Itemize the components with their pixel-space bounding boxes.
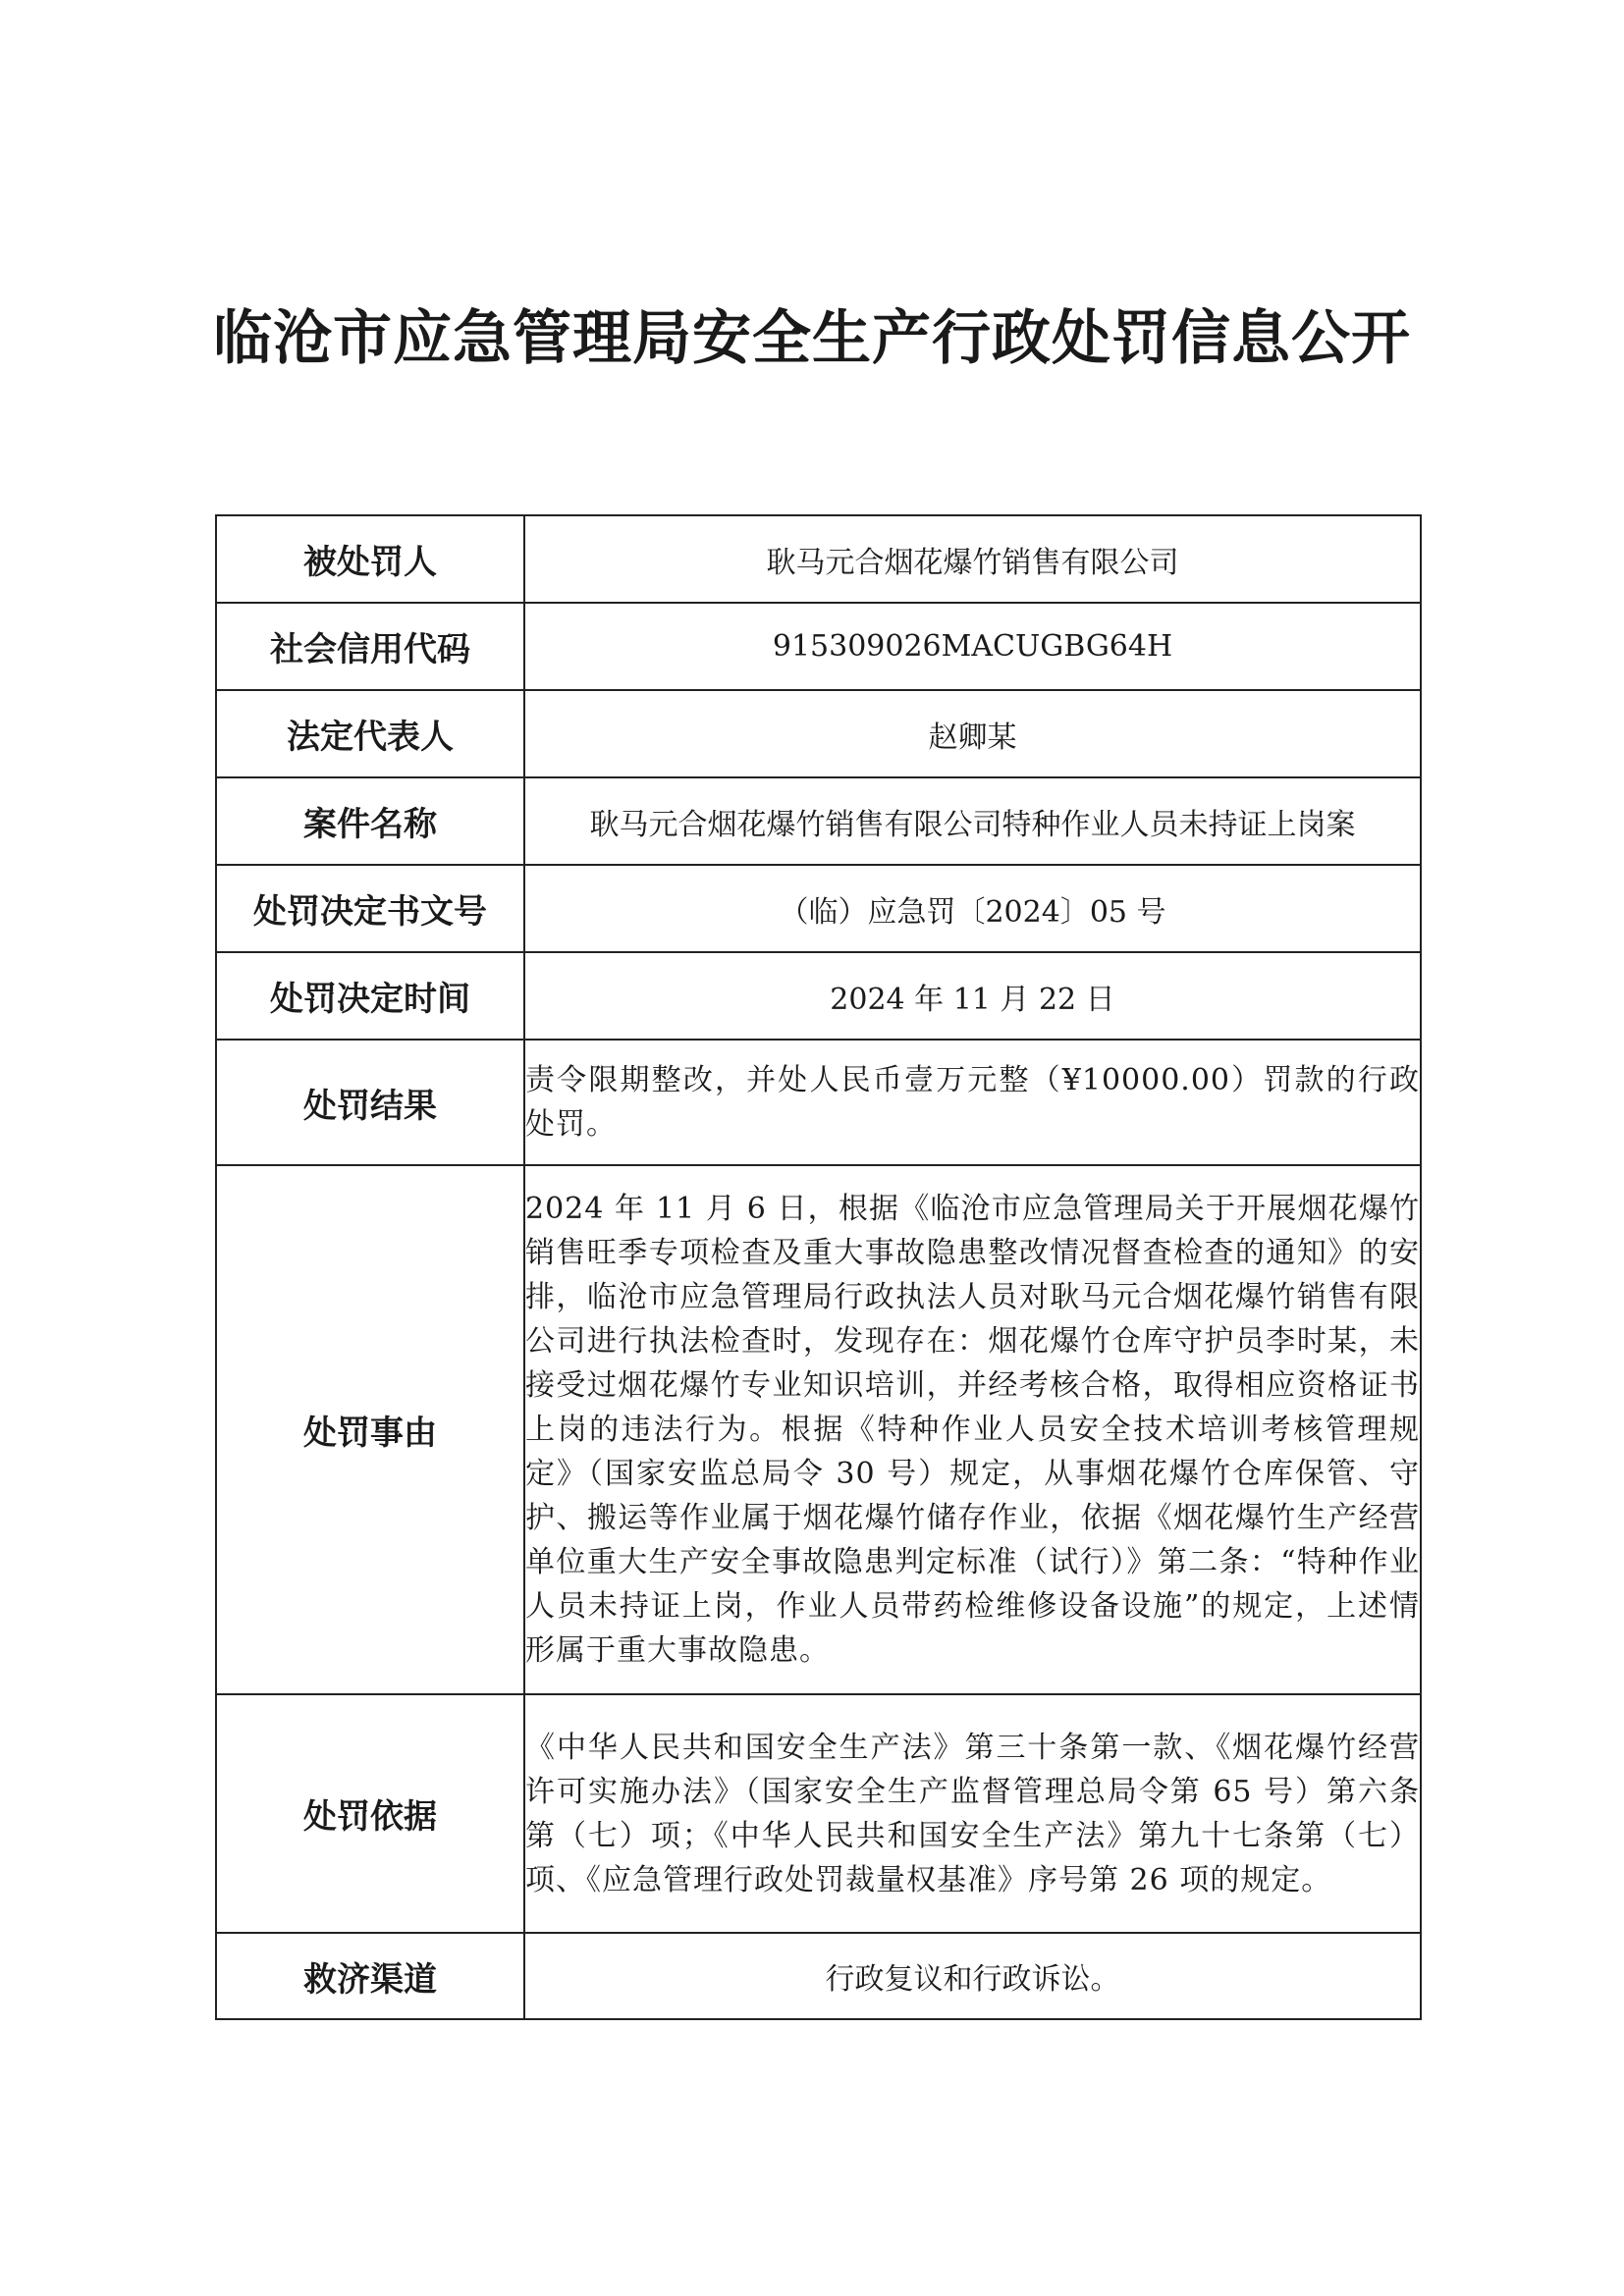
row-value: （临）应急罚〔2024〕05 号 <box>524 865 1421 952</box>
table-row-legal-representative <box>216 690 1421 777</box>
table-row-penalty-basis <box>216 1694 1421 1933</box>
page-title: 临沧市应急管理局安全生产行政处罚信息公开 <box>213 304 1411 373</box>
row-value: 915309026MACUGBG64H <box>524 603 1421 690</box>
row-value: 《中华人民共和国安全生产法》第三十条第一款、《烟花爆竹经营许可实施办法》（国家安全生产监督管理总局令第 65 号）第六条第（七）项；《中华人民共和国安全生产法》第九十七条第（七）项、《应急管理行政处罚裁量权基准》序号第 26 项的规定。 <box>524 1694 1421 1933</box>
row-label: 处罚决定时间 <box>216 952 524 1040</box>
row-label: 处罚决定书文号 <box>216 865 524 952</box>
table-row-penalized-party <box>216 515 1421 603</box>
row-value: 责令限期整改，并处人民币壹万元整（¥10000.00）罚款的行政处罚。 <box>524 1040 1421 1165</box>
row-label: 救济渠道 <box>216 1933 524 2019</box>
row-label: 处罚事由 <box>216 1165 524 1694</box>
table-row-penalty-result <box>216 1040 1421 1165</box>
table-row-credit-code <box>216 603 1421 690</box>
table-row-remedy-channel <box>216 1933 1421 2019</box>
row-label: 法定代表人 <box>216 690 524 777</box>
table-row-decision-date <box>216 952 1421 1040</box>
table-row-penalty-reason <box>216 1165 1421 1694</box>
row-label: 社会信用代码 <box>216 603 524 690</box>
row-value: 2024 年 11 月 22 日 <box>524 952 1421 1040</box>
row-value: 赵卿某 <box>524 690 1421 777</box>
table-row-case-name <box>216 777 1421 865</box>
row-label: 案件名称 <box>216 777 524 865</box>
row-value: 耿马元合烟花爆竹销售有限公司特种作业人员未持证上岗案 <box>524 777 1421 865</box>
penalty-info-table <box>215 514 1422 2020</box>
row-label: 处罚依据 <box>216 1694 524 1933</box>
table-row-decision-number <box>216 865 1421 952</box>
row-value: 行政复议和行政诉讼。 <box>524 1933 1421 2019</box>
row-value: 2024 年 11 月 6 日，根据《临沧市应急管理局关于开展烟花爆竹销售旺季专项检查及重大事故隐患整改情况督查检查的通知》的安排，临沧市应急管理局行政执法人员对耿马元合烟花爆竹销售有限公司进行执法检查时，发现存在：烟花爆竹仓库守护员李时某，未接受过烟花爆竹专业知识培训，并经考核合格，取得相应资格证书上岗的违法行为。根据《特种作业人员安全技术培训考核管理规定》（国家安监总局令 30 号）规定，从事烟花爆竹仓库保管、守护、搬运等作业属于烟花爆竹储存作业，依据《烟花爆竹生产经营单位重大生产安全事故隐患判定标准（试行）》第二条：“特种作业人员未持证上岗，作业人员带药检维修设备设施”的规定，上述情形属于重大事故隐患。 <box>524 1165 1421 1694</box>
row-value: 耿马元合烟花爆竹销售有限公司 <box>524 515 1421 603</box>
row-label: 被处罚人 <box>216 515 524 603</box>
row-label: 处罚结果 <box>216 1040 524 1165</box>
